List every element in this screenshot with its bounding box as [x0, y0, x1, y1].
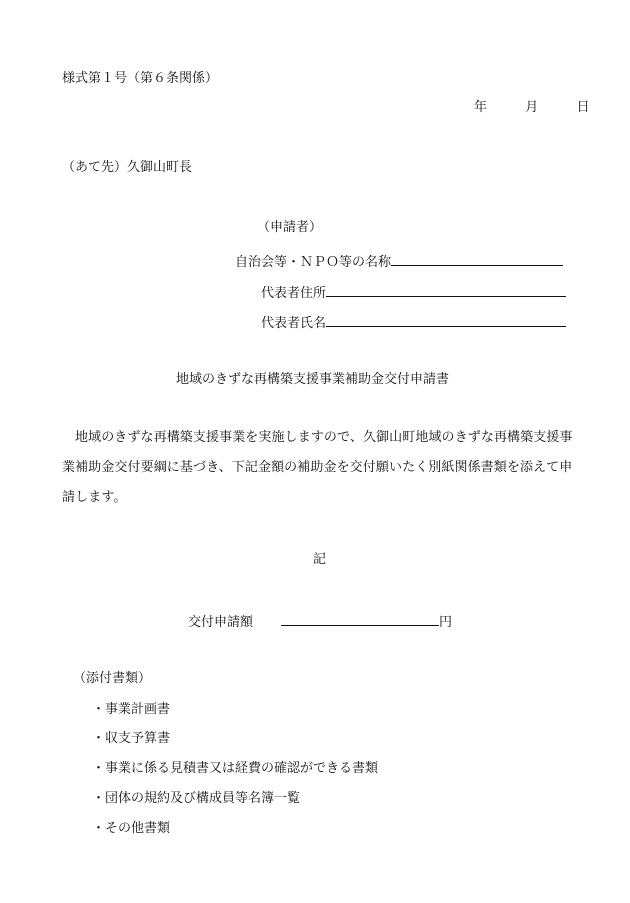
org-name-row	[235, 252, 563, 269]
address-label: 代表者住所	[261, 286, 327, 301]
date-line	[474, 101, 590, 114]
ki-heading: 記	[313, 552, 327, 567]
attachment-item: ・事業計画書	[92, 702, 171, 717]
attachment-item: ・その他書類	[92, 821, 171, 836]
amount-label: 交付申請額	[188, 615, 254, 630]
date-month: 月	[525, 100, 539, 115]
form-number: 様式第１号（第６条関係）	[62, 71, 219, 86]
address-field[interactable]	[326, 283, 566, 297]
applicant-heading: （申請者）	[257, 220, 323, 235]
document-title: 地域のきずな再構築支援事業補助金交付申請書	[176, 372, 450, 387]
addressee: （あて先）久御山町長	[62, 160, 193, 175]
attachment-item: ・事業に係る見積書又は経費の確認ができる書類	[92, 761, 379, 776]
org-name-field[interactable]	[391, 252, 563, 266]
address-row	[261, 283, 566, 300]
attachments-heading: （添付書類）	[73, 671, 152, 686]
date-year: 年	[474, 100, 488, 115]
rep-name-row	[261, 313, 566, 330]
amount-unit: 円	[439, 615, 453, 630]
amount-field[interactable]	[281, 612, 439, 626]
body-paragraph: 地域のきずな再構築支援事業を実施しますので、久御山町地域のきずな再構築支援事業補助金交付要綱に基づき、下記金額の補助金を交付願いたく別紙関係書類を添えて申請します。	[62, 430, 573, 505]
amount-row	[188, 612, 452, 629]
attachment-item: ・団体の規約及び構成員等名簿一覧	[92, 791, 301, 806]
attachment-item: ・収支予算書	[92, 731, 171, 746]
date-day: 日	[576, 100, 590, 115]
org-name-label: 自治会等・ＮＰＯ等の名称	[235, 255, 392, 270]
rep-name-field[interactable]	[326, 313, 566, 327]
rep-name-label: 代表者氏名	[261, 316, 327, 331]
